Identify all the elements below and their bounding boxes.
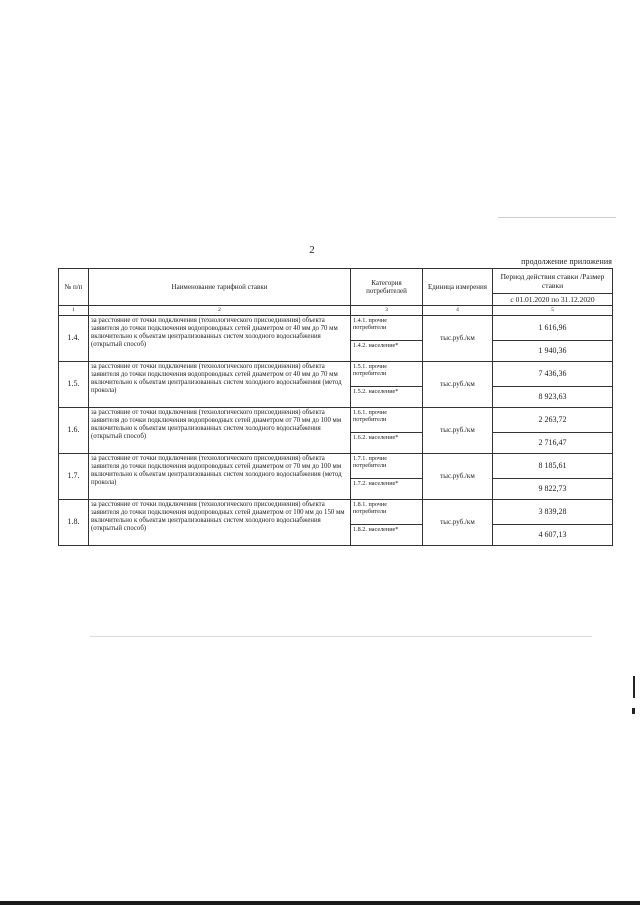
header-name: Наименование тарифной ставки	[89, 269, 351, 306]
header-category: Категория потребителей	[351, 269, 423, 306]
unit: тыс.руб./км	[423, 407, 493, 453]
continuation-note: продолжение приложения	[521, 257, 612, 266]
unit: тыс.руб./км	[423, 453, 493, 499]
row-number: 1.6.	[59, 407, 89, 453]
rate-value-population: 2 716,47	[493, 432, 613, 453]
rate-value-population: 8 923,63	[493, 386, 613, 407]
table-row	[59, 407, 613, 432]
rate-value-other: 3 839,28	[493, 499, 613, 524]
column-number: 2	[89, 306, 351, 316]
column-number-row	[59, 306, 613, 316]
category-other: 1.5.1. прочие потребители	[351, 361, 423, 386]
rate-name: за расстояние от точки подключения (технологического присоединения) объекта заявителя до точки подключения водопроводных сетей диаметром от 100 мм до 150 мм включительно к объектам централизованных систем холодного водоснабжения (открытый способ)	[89, 499, 351, 545]
row-number: 1.4.	[59, 315, 89, 361]
rate-name: за расстояние от точки подключения (технологического присоединения) объекта заявителя до точки подключения водопроводных сетей диаметром от 40 мм до 70 мм включительно к объектам централизованных систем холодного водоснабжения (метод прокола)	[89, 361, 351, 407]
category-population: 1.8.2. население*	[351, 524, 423, 545]
tariff-table	[58, 268, 613, 546]
row-number: 1.5.	[59, 361, 89, 407]
category-other: 1.6.1. прочие потребители	[351, 407, 423, 432]
category-population: 1.5.2. население*	[351, 386, 423, 407]
category-other: 1.4.1. прочие потребители	[351, 315, 423, 340]
column-number: 4	[423, 306, 493, 316]
rate-value-population: 9 822,73	[493, 478, 613, 499]
table-row	[59, 315, 613, 340]
header-row	[59, 269, 613, 294]
column-number: 3	[351, 306, 423, 316]
column-number: 5	[493, 306, 613, 316]
category-population: 1.6.2. население*	[351, 432, 423, 453]
table-row	[59, 499, 613, 524]
rate-value-population: 4 607,13	[493, 524, 613, 545]
header-unit: Единица измерения	[423, 269, 493, 306]
header-period-range: с 01.01.2020 по 31.12.2020	[493, 294, 613, 306]
rate-value-other: 1 616,96	[493, 315, 613, 340]
row-number: 1.8.	[59, 499, 89, 545]
page-number: 2	[309, 244, 315, 256]
scan-line-top	[498, 217, 616, 218]
table-row	[59, 361, 613, 386]
rate-value-population: 1 940,36	[493, 340, 613, 361]
unit: тыс.руб./км	[423, 361, 493, 407]
scan-line-bottom	[90, 636, 592, 637]
table-row	[59, 453, 613, 478]
header-no: № п/п	[59, 269, 89, 306]
scan-mark-right-2	[632, 708, 635, 714]
unit: тыс.руб./км	[423, 315, 493, 361]
category-other: 1.8.1. прочие потребители	[351, 499, 423, 524]
header-period: Период действия ставки /Размер ставки	[493, 269, 613, 294]
scan-mark-bottom	[0, 901, 640, 905]
column-number: 1	[59, 306, 89, 316]
category-other: 1.7.1. прочие потребители	[351, 453, 423, 478]
category-population: 1.7.2. население*	[351, 478, 423, 499]
rate-value-other: 8 185,61	[493, 453, 613, 478]
row-number: 1.7.	[59, 453, 89, 499]
rate-name: за расстояние от точки подключения (технологического присоединения) объекта заявителя до точки подключения водопроводных сетей диаметром от 70 мм до 100 мм включительно к объектам централизованных систем холодного водоснабжения (метод прокола)	[89, 453, 351, 499]
rate-value-other: 7 436,36	[493, 361, 613, 386]
scan-mark-right	[633, 676, 635, 698]
rate-value-other: 2 263,72	[493, 407, 613, 432]
rate-name: за расстояние от точки подключения (технологического присоединения) объекта заявителя до точки подключения водопроводных сетей диаметром от 40 мм до 70 мм включительно к объектам централизованных систем холодного водоснабжения (открытый способ)	[89, 315, 351, 361]
rate-name: за расстояние от точки подключения (технологического присоединения) объекта заявителя до точки подключения водопроводных сетей диаметром от 70 мм до 100 мм включительно к объектам централизованных систем холодного водоснабжения (открытый способ)	[89, 407, 351, 453]
unit: тыс.руб./км	[423, 499, 493, 545]
category-population: 1.4.2. население*	[351, 340, 423, 361]
